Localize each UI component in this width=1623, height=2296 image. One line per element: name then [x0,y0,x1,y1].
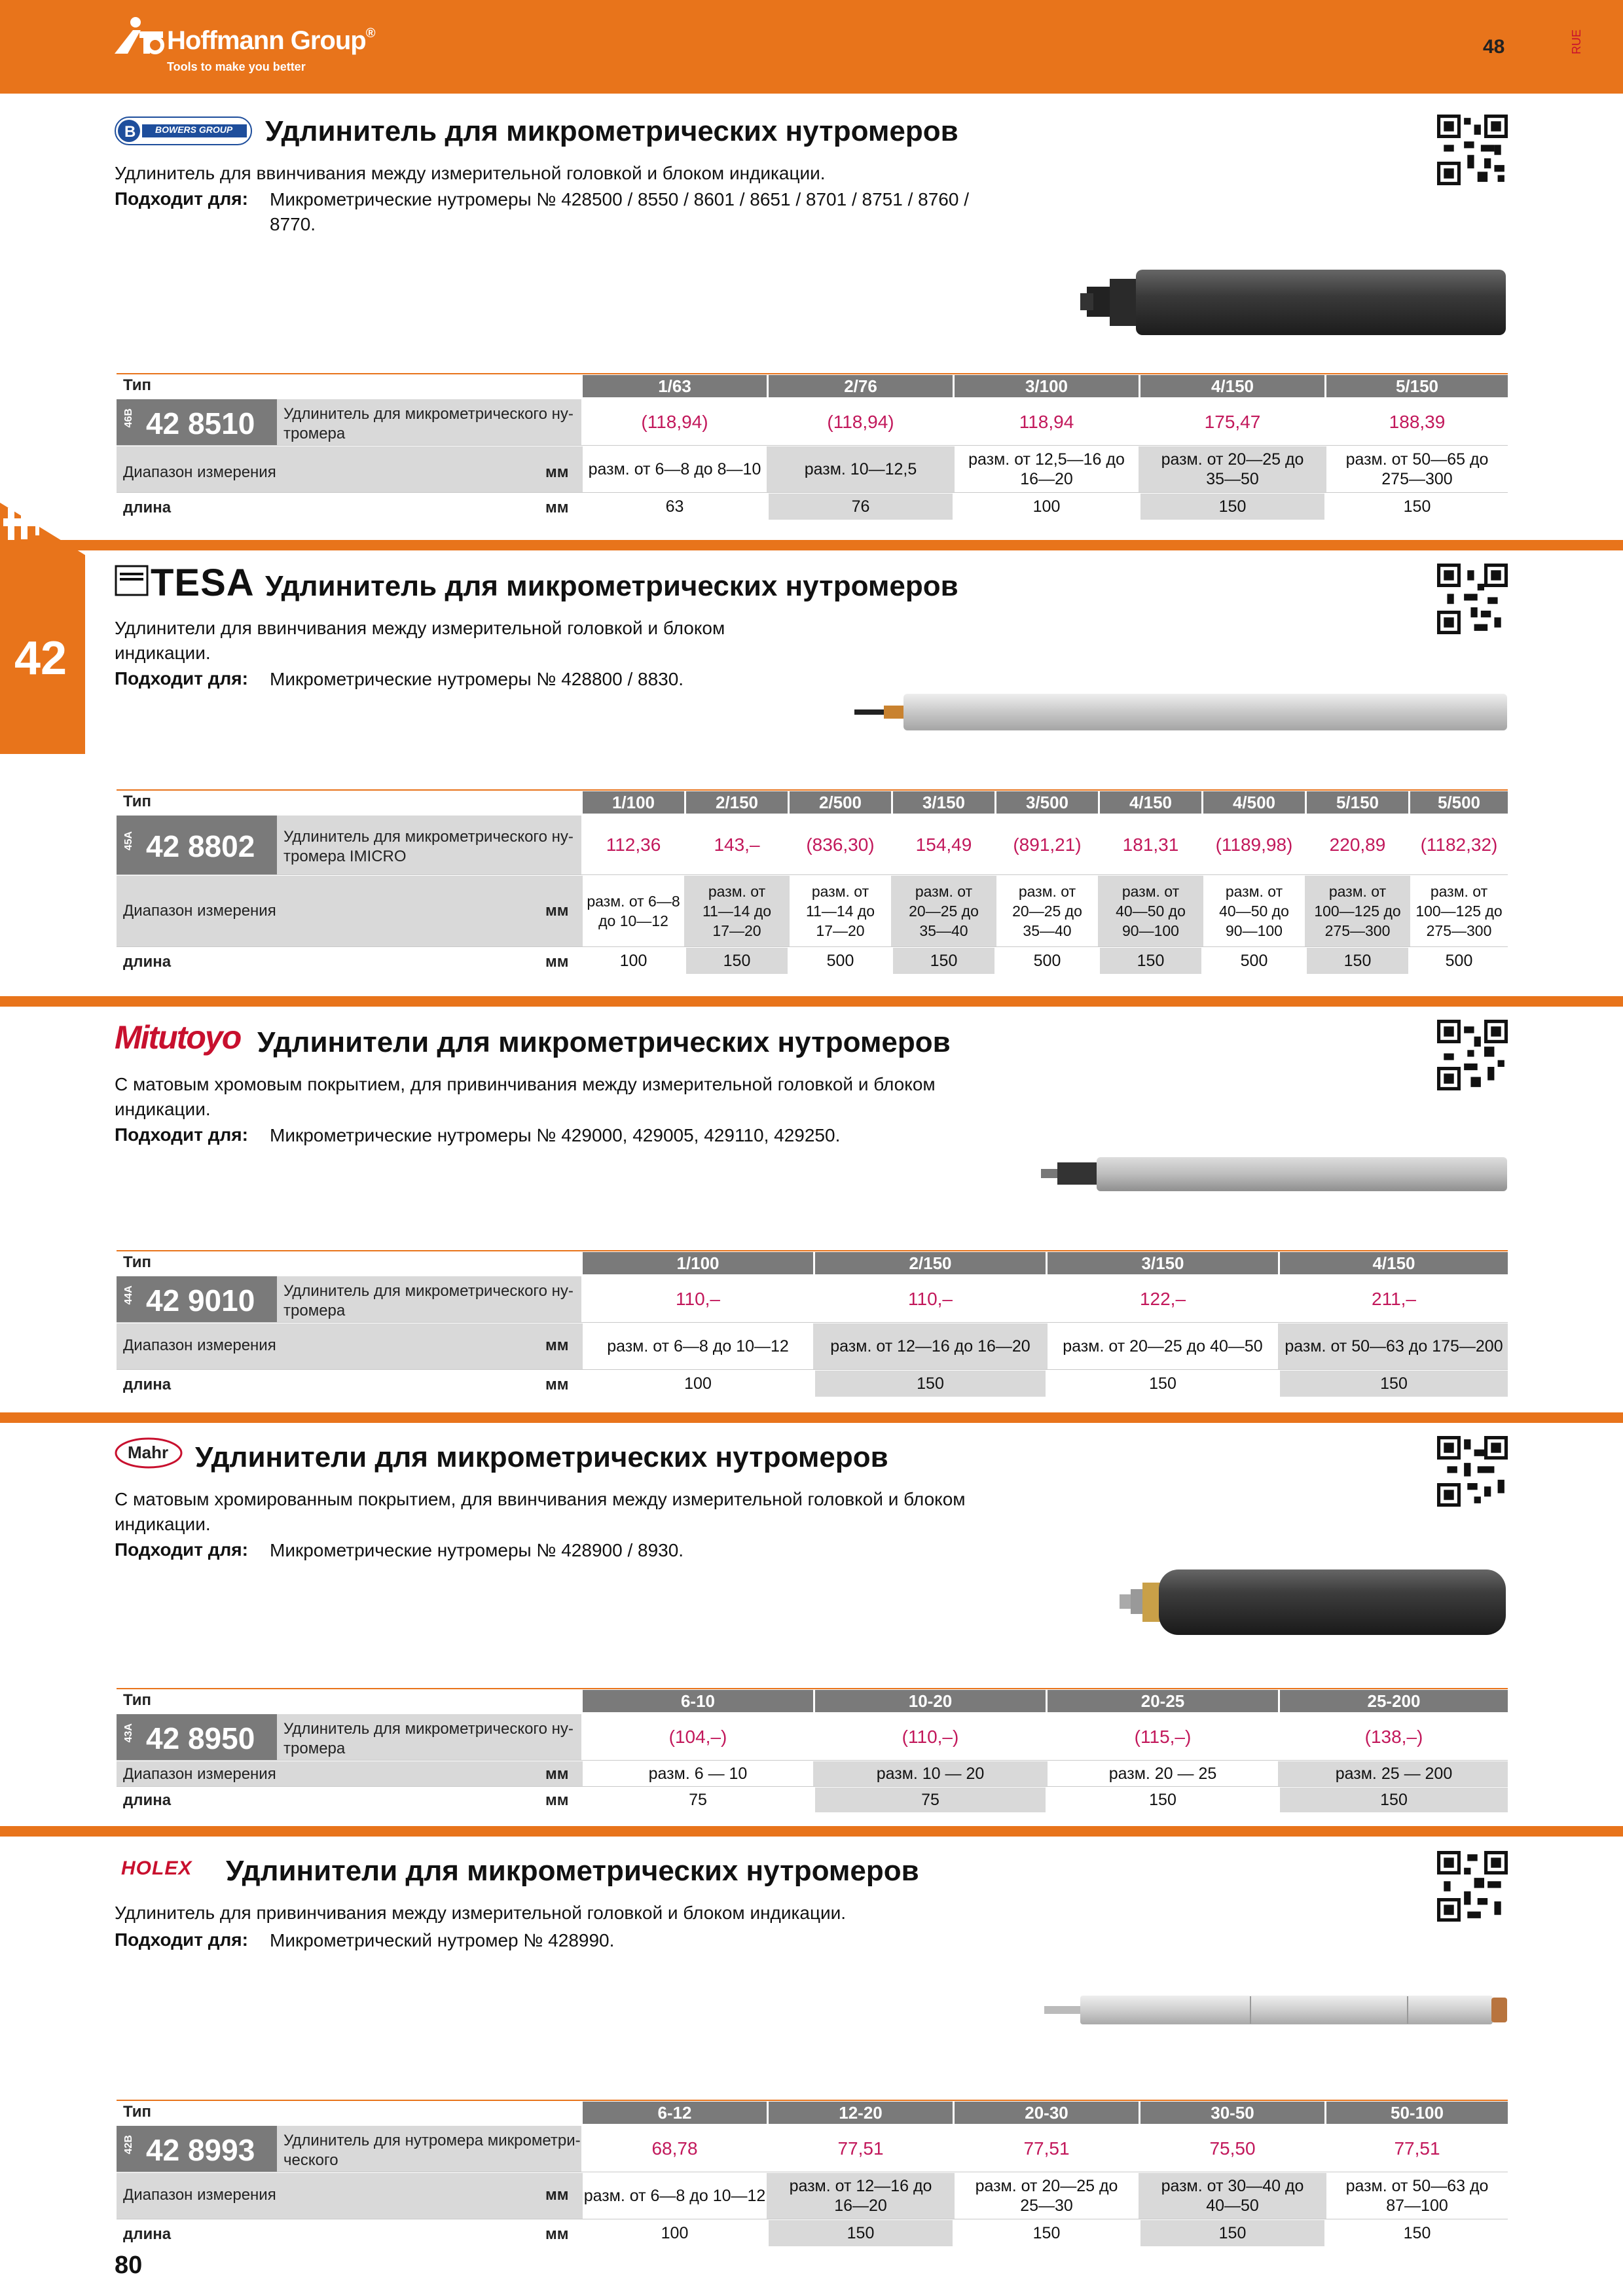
fits-value [270,1538,684,1563]
article-description [277,1714,581,1760]
length-cell: 100 [661,2224,689,2242]
product-table [117,2100,1508,2250]
description-line: С матовым хромированным покрытием, для ввинчивания между измерительной головкой и блоком [115,1489,966,1509]
mahr-extension-rod-image [1116,1560,1509,1645]
range-cell: разм. 6 — 10 [583,1761,813,1786]
length-unit: мм [545,953,569,971]
price-cell[interactable]: (138,–) [1364,1727,1423,1747]
price-cell[interactable]: (836,30) [806,834,875,855]
range-cell: разм. от 20—25 до 25—30 [955,2173,1139,2219]
price-cell[interactable]: 112,36 [606,834,661,855]
price-cell[interactable]: 110,– [676,1289,720,1309]
range-unit: мм [545,1336,569,1354]
article-description-line: ческого [283,2151,338,2169]
fits-label: Подходит для: [115,668,248,689]
range-cell: разм. от 50—63 до 87—100 [1326,2173,1508,2219]
range-unit: мм [545,2186,569,2204]
variant-header: 3/150 [893,791,994,814]
section-title: Удлинители для микрометрических нутромеров [226,1855,919,1887]
variant-header: 20-25 [1048,1690,1278,1712]
range-cell: разм. от 11—14 до 17—20 [702,883,772,939]
fits-line: Микрометрические нутромеры № 428500 / 8550 / 8601 / 8651 / 8701 / 8751 / 8760 / [270,189,969,209]
price-cell[interactable]: 77,51 [837,2138,884,2159]
range-label: Диапазон измерения [123,1336,276,1354]
length-cell: 63 [665,497,684,516]
variant-header: 30-50 [1140,2102,1324,2124]
price-cell[interactable]: (1182,32) [1420,834,1498,855]
brand-name: Hoffmann Group [167,26,366,55]
variant-header: 1/100 [583,791,684,814]
length-cell: 150 [1100,948,1201,974]
product-table [117,1688,1508,1819]
range-cell: разм. от 100—125 до 275—300 [1410,876,1508,946]
variant-header: 4/150 [1280,1252,1508,1274]
length-label: длина [123,499,172,516]
product-section-mahr [0,1423,1623,1822]
article-description-line: тромера [283,425,346,442]
price-cell[interactable]: 68,78 [651,2138,698,2159]
bowers-brand-label: BOWERS GROUP [155,124,233,135]
article-block[interactable] [117,2126,277,2172]
page-number-bottom: 80 [115,2251,143,2279]
variant-header: 2/150 [815,1252,1046,1274]
variant-header: 3/500 [996,791,1098,814]
length-cell: 150 [815,1371,1046,1397]
range-cell: разм. 10—12,5 [804,460,917,478]
price-cell[interactable]: 110,– [908,1289,953,1309]
variant-header: 2/76 [769,375,953,397]
article-prefix: 42B [123,2135,134,2155]
price-cell[interactable]: 77,51 [1023,2138,1070,2159]
length-cell: 150 [1140,493,1324,520]
length-cell: 150 [769,2220,953,2246]
price-cell[interactable]: (1189,98) [1215,834,1293,855]
article-number: 42 8950 [146,1721,255,1755]
mitutoyo-extension-rod-image [1038,1156,1509,1193]
length-cell: 150 [1032,2224,1061,2242]
price-cell[interactable]: 75,50 [1209,2138,1256,2159]
section-separator [0,540,1623,550]
price-cell[interactable]: 220,89 [1329,834,1386,855]
product-table [117,1250,1508,1394]
fits-label: Подходит для: [115,188,248,209]
article-prefix: 45A [123,831,134,851]
variant-header: 4/500 [1203,791,1305,814]
variant-header: 4/150 [1100,791,1201,814]
price-cell[interactable]: (891,21) [1013,834,1082,855]
range-cell: разм. от 20—25 до 35—40 [909,883,979,939]
range-cell: разм. от 50—65 до 275—300 [1326,446,1508,492]
fits-value [270,1123,840,1148]
range-cell: разм. от 30—40 до 40—50 [1161,2177,1304,2215]
length-cell: 75 [689,1791,707,1809]
price-cell[interactable]: 211,– [1372,1289,1416,1309]
range-cell: разм. от 12—16 до 16—20 [789,2177,932,2215]
price-cell[interactable]: (104,–) [668,1727,727,1747]
range-cell: разм. 10 — 20 [876,1765,985,1783]
qr-code-icon[interactable] [1437,1436,1508,1507]
article-number: 42 9010 [146,1283,255,1318]
fits-value [270,187,969,237]
variant-header: 5/150 [1326,375,1508,397]
fits-label: Подходит для: [115,1929,248,1950]
price-cell[interactable]: (115,–) [1134,1727,1192,1747]
description-line: индикации. [115,643,211,663]
range-label: Диапазон измерения [123,1765,276,1783]
length-label: длина [123,953,172,971]
description-line: Удлинители для ввинчивания между измерительной головкой и блоком [115,618,725,638]
fits-value [270,1928,614,1953]
article-description-line: тромера [283,1302,346,1319]
length-unit: мм [545,1791,569,1809]
range-cell: разм. от 20—25 до 35—40 [996,876,1098,946]
product-section-mitutoyo [0,1007,1623,1412]
length-unit: мм [545,2225,569,2243]
length-cell: 100 [619,952,647,970]
description-line: Удлинитель для привинчивания между измерительной головкой и блоком индикации. [115,1903,847,1923]
length-label: длина [123,2225,172,2243]
fits-label: Подходит для: [115,1539,248,1560]
holex-extension-rod-image [1041,1994,1509,2026]
section-description [115,616,725,666]
variant-header: 12-20 [769,2102,953,2124]
variant-header: 3/150 [1048,1252,1278,1274]
range-unit: мм [545,463,569,481]
variant-header: 3/100 [955,375,1139,397]
article-number: 42 8510 [146,406,255,440]
length-cell: 150 [1149,1791,1176,1809]
product-table [117,789,1508,979]
length-label: длина [123,1791,172,1809]
length-unit: мм [545,1376,569,1393]
price-cell[interactable]: (110,–) [902,1727,959,1747]
length-cell: 500 [1445,952,1473,970]
product-section-bowers [0,94,1623,539]
section-separator [0,996,1623,1007]
article-description-line: Удлинитель для микрометрического ну- [283,1282,574,1300]
length-cell: 150 [893,948,994,974]
product-section-tesa [0,550,1623,1002]
variant-header: 2/500 [790,791,891,814]
variant-header: 5/500 [1410,791,1508,814]
qr-code-icon[interactable] [1437,1020,1508,1090]
article-prefix: 46B [123,408,134,428]
range-cell: разм. от 6—8 до 10—12 [583,876,684,946]
description-line: С матовым хромовым покрытием, для привинчивания между измерительной головкой и блоком [115,1074,936,1094]
price-cell[interactable]: 154,49 [915,834,972,855]
fits-line: Микрометрические нутромеры № 428900 / 8930. [270,1540,684,1560]
variant-header: 6-12 [583,2102,767,2124]
tesa-extension-rod-image [851,692,1509,732]
range-cell: разм. от 12,5—16 до 16—20 [955,446,1139,492]
svg-text:B: B [124,123,136,141]
length-cell: 150 [1403,2224,1431,2242]
bowers-extension-rod-image [1074,267,1509,339]
type-label: Тип [123,1253,151,1271]
length-cell: 150 [1280,1371,1508,1397]
variant-header: 25-200 [1280,1690,1508,1712]
section-title: Удлинители для микрометрических нутромеров [257,1026,951,1058]
qr-code-icon[interactable] [1437,1851,1508,1922]
range-cell: разм. от 100—125 до 275—300 [1314,883,1401,939]
variant-header: 50-100 [1326,2102,1508,2124]
type-label: Тип [123,376,151,394]
length-cell: 150 [1280,1787,1508,1812]
range-cell: разм. от 11—14 до 17—20 [790,876,891,946]
description-line: индикации. [115,1099,211,1119]
article-description-line: Удлинитель для микрометрического ну- [283,405,574,423]
section-description [115,1487,966,1537]
variant-header: 1/63 [583,375,767,397]
type-label: Тип [123,1691,151,1709]
hoffmann-logo-icon [115,14,166,55]
chapter-number: 42 [14,632,67,685]
length-cell: 150 [1403,497,1431,516]
article-prefix: 43A [123,1723,134,1743]
length-cell: 100 [684,1374,712,1393]
variant-header: 2/150 [686,791,788,814]
section-description [115,161,826,186]
range-cell: разм. от 6—8 до 10—12 [583,2173,767,2219]
range-cell: разм. от 20—25 до 35—50 [1161,450,1304,488]
variant-header: 6-10 [583,1690,813,1712]
variant-header: 20-30 [955,2102,1139,2124]
qr-code-icon[interactable] [1437,564,1508,634]
length-cell: 76 [769,493,953,520]
mahr-brand-label: Mahr [128,1443,169,1462]
section-separator [0,1412,1623,1423]
length-unit: мм [545,499,569,516]
article-description [277,2126,581,2172]
price-cell[interactable]: 181,31 [1122,834,1179,855]
price-cell[interactable]: (118,94) [827,412,894,432]
range-cell: разм. от 50—63 до 175—200 [1285,1337,1503,1355]
article-block[interactable] [117,1714,277,1760]
price-cell[interactable]: 188,39 [1389,412,1446,432]
article-block[interactable] [117,1276,277,1322]
length-label: длина [123,1376,172,1393]
range-cell: разм. от 40—50 до 90—100 [1203,876,1305,946]
variant-header: 5/150 [1307,791,1408,814]
article-description-line: тромера IMICRO [283,848,407,865]
price-cell[interactable]: 175,47 [1204,412,1261,432]
article-description-line: Удлинитель для нутромера микрометри- [283,2132,581,2149]
section-separator [0,1826,1623,1837]
length-cell: 150 [1307,948,1408,974]
article-block[interactable] [117,399,277,445]
page-number-top: 48 [1483,36,1505,58]
product-section-holex [0,1837,1623,2255]
article-block[interactable] [117,816,277,874]
variant-header: 10-20 [815,1690,1046,1712]
article-description-line: Удлинитель для микрометрического ну- [283,828,574,846]
description-line: Удлинитель для ввинчивания между измерительной головкой и блоком индикации. [115,163,826,183]
side-code: RUE [1570,29,1583,55]
article-description [277,1276,581,1322]
length-cell: 150 [1140,2220,1324,2246]
type-label: Тип [123,793,151,810]
section-title: Удлинители для микрометрических нутромеров [195,1441,888,1473]
article-number: 42 8802 [146,829,255,863]
length-cell: 150 [1149,1374,1176,1393]
length-cell: 75 [815,1787,1046,1812]
length-cell: 150 [686,948,788,974]
range-label: Диапазон измерения [123,902,276,920]
qr-code-icon[interactable] [1437,115,1508,185]
article-description [277,399,581,445]
length-cell: 500 [1240,952,1268,970]
price-cell[interactable]: 77,51 [1394,2138,1440,2159]
range-cell: разм. 20 — 25 [1048,1761,1278,1786]
section-description [115,1072,936,1122]
length-cell: 100 [1032,497,1061,516]
fits-label: Подходит для: [115,1124,248,1145]
length-cell: 500 [826,952,854,970]
price-cell[interactable]: 143,– [714,834,760,855]
price-cell[interactable]: 122,– [1139,1289,1186,1309]
length-cell: 500 [1033,952,1061,970]
range-cell: разм. 25 — 200 [1335,1765,1453,1783]
variant-header: 1/100 [583,1252,813,1274]
article-number: 42 8993 [146,2133,255,2167]
brand-tagline: Tools to make you better [167,60,306,73]
variant-header: 4/150 [1140,375,1324,397]
fits-line: Микрометрические нутромеры № 428800 / 8830. [270,669,684,689]
article-description-line: тромера [283,1740,346,1757]
holex-logo: HOLEX [121,1857,192,1879]
mitutoyo-logo: Mitutoyo [115,1019,241,1056]
type-label: Тип [123,2103,151,2121]
range-cell: разм. от 20—25 до 40—50 [1048,1323,1278,1369]
range-unit: мм [545,902,569,920]
article-prefix: 44A [123,1285,134,1305]
tesa-brand-label: TESA [151,562,255,604]
description-line: индикации. [115,1514,211,1534]
section-title: Удлинитель для микрометрических нутромеров [265,115,958,147]
range-cell: разм. от 6—8 до 10—12 [583,1323,813,1369]
range-label: Диапазон измерения [123,463,276,481]
section-description [115,1901,846,1926]
tesa-logo-icon [115,565,149,596]
fits-value [270,667,684,692]
range-cell: разм. от 40—50 до 90—100 [1116,883,1186,939]
fits-line: Микрометрические нутромеры № 429000, 429005, 429110, 429250. [270,1125,841,1145]
range-cell: разм. от 6—8 до 8—10 [583,446,767,492]
fits-line: 8770. [270,214,316,234]
fits-line: Микрометрический нутромер № 428990. [270,1930,615,1950]
product-table [117,373,1508,524]
section-title: Удлинитель для микрометрических нутромеров [265,570,958,602]
article-description [277,816,581,874]
range-cell: разм. от 12—16 до 16—20 [830,1337,1030,1355]
top-bar [0,0,1623,94]
brand-registered-mark: ® [365,26,375,41]
article-description-line: Удлинитель для микрометрического ну- [283,1720,574,1738]
range-label: Диапазон измерения [123,2186,276,2204]
range-unit: мм [545,1765,569,1783]
price-cell[interactable]: 118,94 [1019,412,1074,432]
price-cell[interactable]: (118,94) [641,412,708,432]
